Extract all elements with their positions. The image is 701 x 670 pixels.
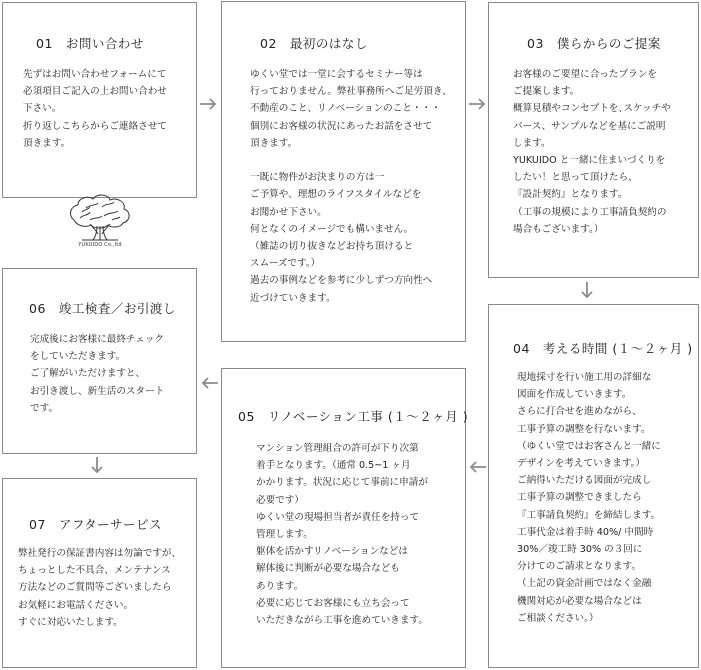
step-05-line: 必要です） (256, 494, 304, 506)
step-07-body (18, 545, 181, 631)
step-02-line: （雑誌の切り抜きなどお持ち頂けると (250, 241, 414, 253)
step-03-line: 場合もございます。） (513, 223, 604, 235)
arrow-down-icon (580, 280, 594, 302)
step-04-line: ご相談ください。） (517, 612, 599, 624)
step-07-line: すぐに対応いたします。 (18, 616, 123, 628)
step-03-box (488, 2, 699, 278)
step-02-line (250, 152, 452, 169)
step-05-line: ゆくい堂の現場担当者が責任を持って (256, 511, 420, 523)
step-05-line: 管理します。 (256, 529, 313, 541)
step-05-line: いただきながら工事を進めていきます。 (256, 615, 428, 627)
step-06-line: をしていただきます。 (30, 351, 126, 363)
step-03-title: 03 僕らからのご提案 (527, 36, 661, 51)
step-03-body (513, 66, 671, 238)
company-logo (60, 190, 140, 252)
step-02-line: 過去の事例などを参考に少しずつ方向性へ (250, 275, 433, 287)
arrow-left-icon (466, 460, 488, 474)
logo-text: YUKUIDO Co.,ltd (78, 242, 122, 248)
step-04-title: 04 考える時間 (１～２ヶ月 ) (513, 341, 693, 356)
step-07-box (2, 478, 197, 668)
step-04-line: 工事予算の調整できましたら (517, 492, 642, 504)
step-04-body (517, 369, 661, 627)
step-02-title: 02 最初のはなし (260, 36, 368, 51)
step-04-line: 分けてのご請求となります。 (517, 561, 641, 573)
step-05-line: かかります。状況に応じて事前に申請が (256, 477, 428, 489)
step-06-line: 完成後にお客様に最終チェック (30, 334, 165, 345)
step-06-box (2, 268, 197, 454)
step-07-line: 弊社発行の保証書内容は勿論ですが、 (18, 548, 182, 559)
step-05-line: 躯体を活かすリノベーションなどは (256, 546, 408, 558)
step-04-line: 機関対応が必要な場合などは (517, 595, 642, 607)
step-01-line: 必須項目ご記入の上お問い合わせ (23, 86, 167, 98)
step-01-line: 下さい。 (23, 103, 62, 115)
step-02-line: お聞かせ下さい。 (250, 206, 327, 218)
step-06-line: お引き渡し、新生活のスタート (30, 385, 165, 397)
step-07-line: ちょっとした不具合、メンテナンス (18, 565, 171, 577)
step-06-title: 06 竣工検査／お引渡し (29, 301, 176, 316)
step-03-line: パース、サンプルなどを基にご説明 (513, 120, 666, 132)
step-05-box (221, 368, 469, 668)
arrow-down-icon (90, 455, 104, 477)
step-03-line: お客様のご要望に合ったプランを (513, 69, 657, 80)
step-07-line: お気軽にお電話ください。 (18, 599, 134, 611)
step-03-line: ご提案します。 (513, 86, 580, 98)
step-05-line: マンション管理組合の許可が下り次第 (256, 443, 419, 454)
step-02-line: ゆくい堂では一堂に会するセミナー等は (250, 69, 423, 80)
step-04-line: 図面を作成していきます。 (517, 389, 632, 401)
step-01-body (23, 66, 167, 152)
step-05-line: あります。 (256, 580, 304, 592)
step-03-line: したい！と思って頂けたら、 (513, 172, 638, 184)
step-04-line: 工事予算の調整を行ないます。 (517, 423, 651, 435)
step-05-body (256, 440, 428, 629)
step-01-box (2, 2, 197, 198)
step-02-line: 個別にお客様の状況にあったお話をさせて (250, 120, 433, 132)
step-04-line: （ゆくい堂ではお客さんと一緒に (517, 440, 661, 452)
step-02-line: 頂きます。 (250, 137, 298, 149)
step-01-line: 折り返しこちらからご連絡させて (23, 120, 167, 132)
step-04-line: 現地採寸を行い施工用の詳細な (517, 372, 652, 383)
arrow-right-icon (198, 97, 220, 111)
step-02-line: 不動産のこと、リノベーションのこと・・・ (250, 103, 441, 115)
step-05-title: 05 リノベーション工事 (１～２ヶ月 ) (238, 409, 469, 424)
step-01-title: 01 お問い合わせ (36, 36, 144, 51)
step-05-line: 必要に応じてお客様にも立ち会って (256, 597, 410, 609)
step-02-line: 近づけていきます。 (250, 292, 336, 304)
arrow-right-icon (467, 97, 489, 111)
step-04-line: 30%／竣工時 30% の３回に (517, 544, 643, 556)
step-04-box (488, 304, 699, 668)
step-02-line: 行っておりません。弊社事務所へご足労頂き、 (250, 86, 452, 98)
step-01-line: 頂きます。 (23, 137, 71, 149)
step-07-line: 方法などのご質問等ございましたら (18, 582, 172, 594)
step-06-line: ご了解がいただけますと、 (30, 368, 146, 380)
arrow-left-icon (198, 376, 220, 390)
step-07-title: 07 アフターサービス (29, 517, 163, 532)
step-05-line: 着手となります。（通常 0.5~1 ヶ月 (256, 460, 411, 472)
step-05-line: 解体後に判断が必要な場合なども (256, 563, 400, 575)
step-03-line: 概算見積やコンセプトを､スケッチや (513, 103, 671, 115)
step-04-line: ご納得いただける図面が完成し (517, 475, 652, 487)
step-04-line: さらに打合せを進めながら、 (517, 406, 642, 418)
step-03-line: （工事の規模により工事請負契約の (513, 206, 667, 218)
step-02-line: スムーズです。） (250, 258, 321, 270)
step-02-line: 何となくのイメージでも構いません。 (250, 223, 414, 235)
step-03-line: YUKUIDO と一緒に住まいづくりを (513, 155, 666, 167)
step-02-line: ご予算や、理想のライフスタイルなどを (250, 189, 422, 201)
step-03-line: 『設計契約』となります。 (513, 189, 628, 201)
step-03-line: します。 (513, 137, 551, 149)
step-04-line: デザインを考えていきます。） (517, 458, 646, 470)
step-02-box (221, 1, 466, 342)
step-06-body (30, 331, 164, 417)
step-04-line: 『工事請負契約』を締結します。 (517, 509, 661, 521)
step-04-line: （上記の資金計画ではなく金融 (517, 578, 652, 590)
step-04-line: 工事代金は着手時 40%/ 中間時 (517, 526, 654, 538)
step-02-body (250, 66, 452, 307)
step-02-line: 一既に物件がお決まりの方は一 (250, 172, 385, 184)
step-01-line: 先ずはお問い合わせフォームにて (23, 69, 167, 80)
step-06-line: です。 (30, 402, 59, 414)
